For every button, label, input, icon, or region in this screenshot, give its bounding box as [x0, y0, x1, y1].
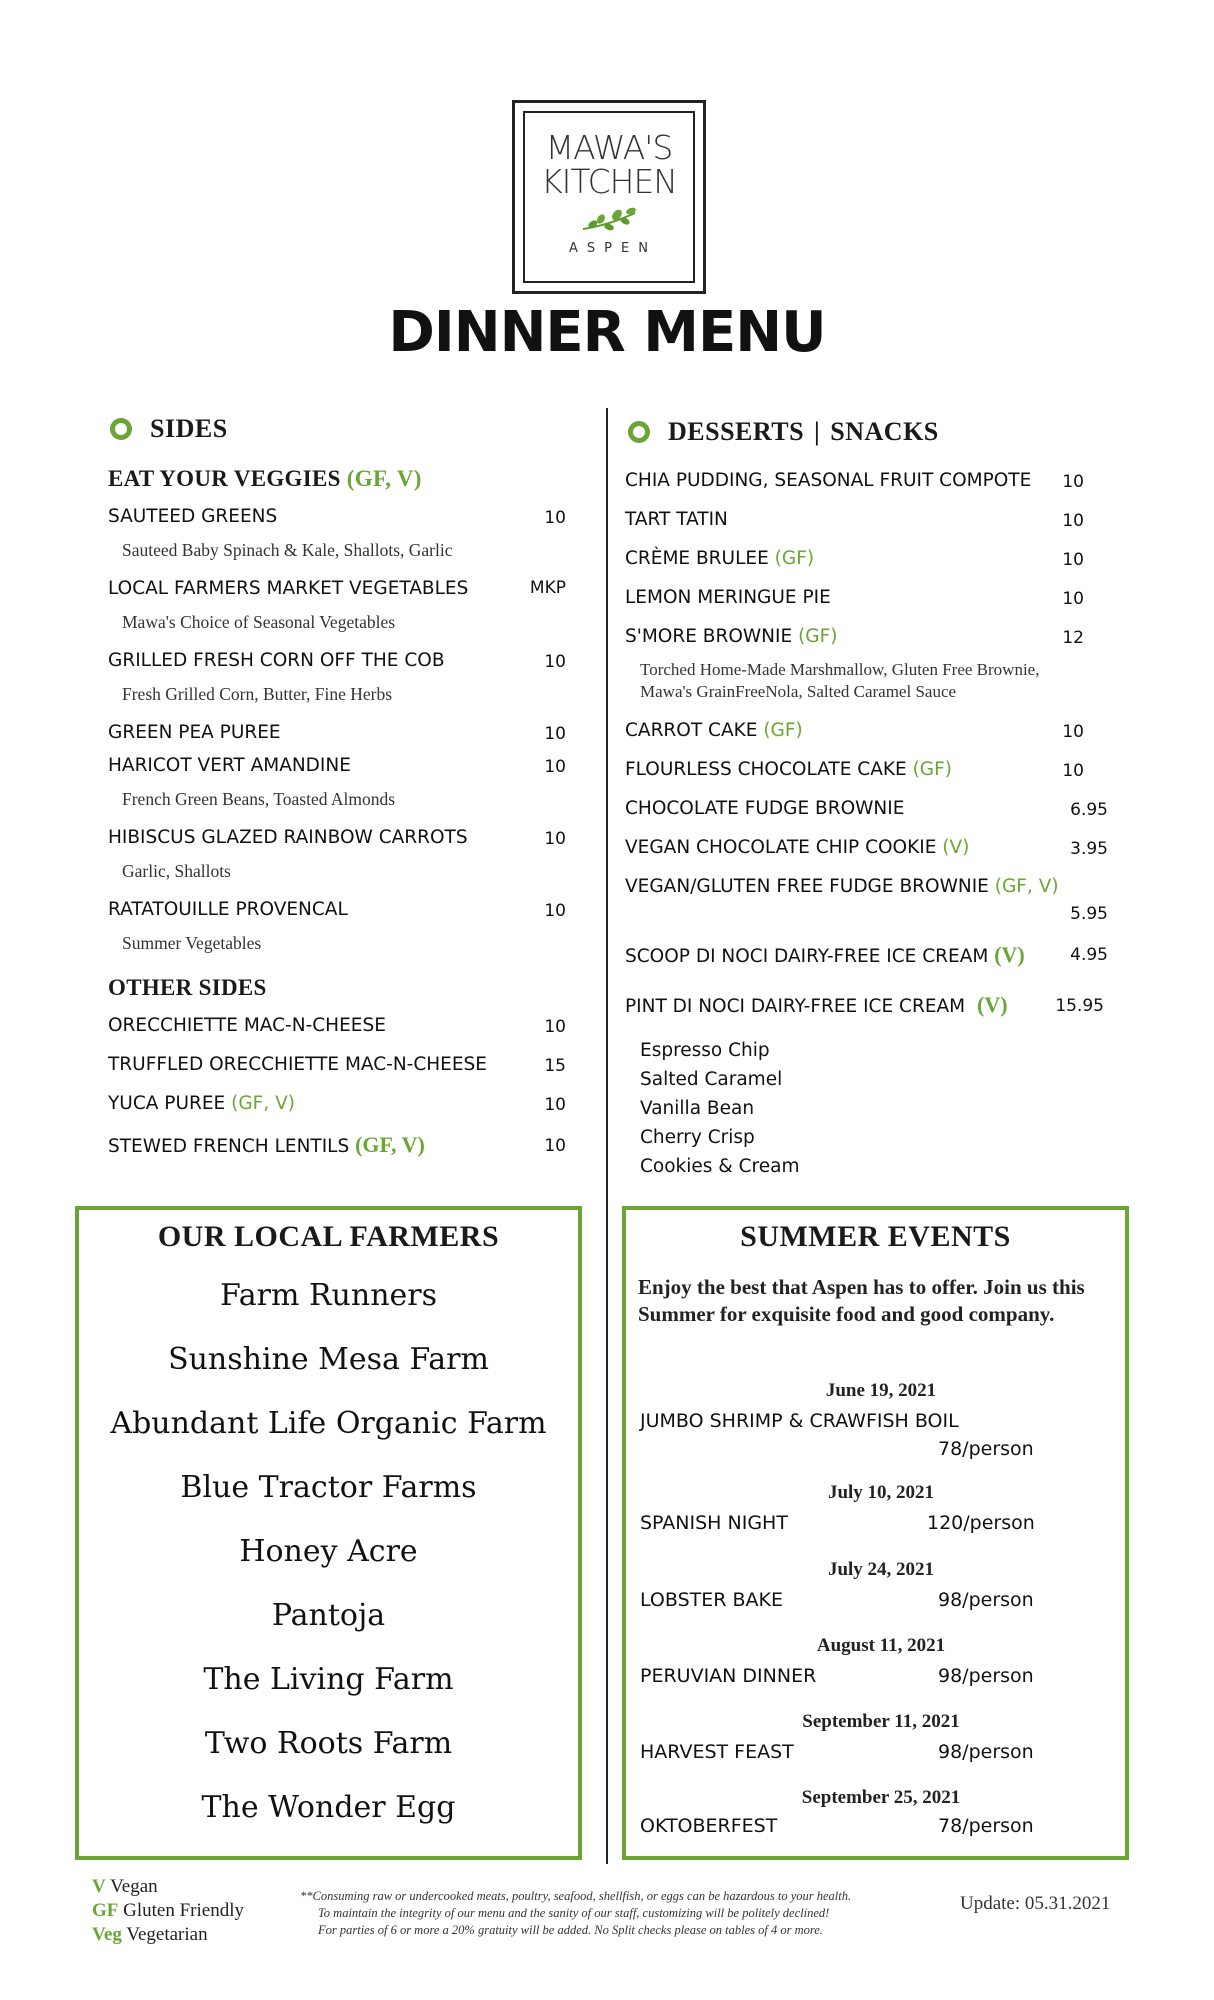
menu-item-price: 15.95 [1055, 996, 1104, 1016]
menu-item: SAUTEED GREENS [108, 506, 278, 527]
event-price: 98/person [938, 1741, 1034, 1763]
sides-heading: SIDES [150, 414, 228, 443]
farm-name: Blue Tractor Farms [180, 1470, 477, 1505]
farm-name: Honey Acre [239, 1534, 418, 1569]
menu-item-price: 10 [544, 901, 566, 921]
menu-item-name: SCOOP DI NOCI DAIRY-FREE ICE CREAM [625, 946, 989, 967]
menu-item: LOCAL FARMERS MARKET VEGETABLES [108, 578, 469, 599]
menu-item-price: 10 [1062, 511, 1084, 531]
event-date: July 24, 2021 [827, 1559, 935, 1580]
menu-item-name: VEGAN/GLUTEN FREE FUDGE BROWNIE [625, 876, 989, 897]
desserts-heading: DESSERTS [668, 417, 805, 446]
disclaimer-line: To maintain the integrity of our menu and the sanity of our staff, customizing will be politely declined! [318, 1906, 830, 1920]
menu-item: ORECCHIETTE MAC-N-CHEESE [108, 1015, 386, 1036]
menu-item-price: 10 [544, 652, 566, 672]
event-price: 98/person [938, 1589, 1034, 1611]
farm-name: Pantoja [271, 1598, 386, 1633]
legend-code: V [92, 1876, 106, 1897]
menu-item-description: Summer Vegetables [122, 933, 262, 953]
diet-tag: (GF) [912, 759, 953, 780]
legend-label: Gluten Friendly [123, 1900, 244, 1921]
event-name: HARVEST FEAST [640, 1741, 794, 1763]
heading-separator: | [814, 417, 821, 446]
events-intro: Enjoy the best that Aspen has to offer. Join us this Summer for exquisite food and good company. [638, 1275, 1085, 1326]
farm-name: Two Roots Farm [204, 1726, 453, 1761]
page-title: DINNER MENU [388, 300, 826, 365]
menu-item-name: PINT DI NOCI DAIRY-FREE ICE CREAM [625, 996, 966, 1017]
circle-bullet-icon [110, 418, 132, 440]
logo-line-2: KITCHEN [541, 162, 677, 201]
menu-item [625, 992, 1008, 1018]
menu-item-name: CRÈME BRULEE [625, 548, 769, 569]
menu-item: HIBISCUS GLAZED RAINBOW CARROTS [108, 827, 468, 848]
ice-cream-flavor: Cherry Crisp [640, 1127, 755, 1148]
local-farmers-box [75, 1206, 582, 1860]
menu-item-price: 4.95 [1070, 945, 1108, 965]
menu-item-price: 10 [544, 1017, 566, 1037]
menu-item-price: 10 [544, 829, 566, 849]
menu-item-price: 10 [544, 508, 566, 528]
desserts-header [628, 417, 939, 447]
legend-label: Vegetarian [126, 1924, 208, 1945]
column-divider [606, 408, 608, 1864]
event-date: September 25, 2021 [801, 1787, 961, 1808]
diet-tag: (GF, V) [231, 1093, 295, 1114]
menu-item: CHIA PUDDING, SEASONAL FRUIT COMPOTE [625, 470, 1032, 491]
menu-item [625, 548, 814, 569]
diet-tag: (V) [994, 942, 1025, 967]
menu-item-price: MKP [529, 578, 566, 598]
menu-item-price: 5.95 [1070, 904, 1108, 924]
logo-line-3: ASPEN [569, 241, 657, 256]
legend-gluten-friendly [92, 1900, 244, 1922]
legend-vegan [92, 1876, 158, 1898]
logo [512, 100, 706, 294]
diet-tag: (V) [942, 837, 970, 858]
event-price: 78/person [938, 1438, 1034, 1460]
menu-item [625, 942, 1025, 968]
event-name: SPANISH NIGHT [640, 1512, 788, 1534]
local-farmers-heading: OUR LOCAL FARMERS [157, 1220, 500, 1253]
menu-item-price: 6.95 [1070, 800, 1108, 820]
ice-cream-flavor: Vanilla Bean [640, 1098, 755, 1119]
legend-code: Veg [92, 1924, 122, 1945]
legend-code: GF [92, 1900, 119, 1921]
menu-item: HARICOT VERT AMANDINE [108, 755, 351, 776]
event-date: June 19, 2021 [825, 1380, 937, 1401]
ice-cream-flavor: Cookies & Cream [640, 1156, 800, 1177]
event-name: LOBSTER BAKE [640, 1589, 783, 1611]
menu-item [108, 1132, 425, 1158]
menu-item-price: 10 [544, 724, 566, 744]
menu-item-name: S'MORE BROWNIE [625, 626, 793, 647]
menu-item [625, 626, 837, 647]
menu-item-description: Garlic, Shallots [122, 861, 231, 881]
menu-item-name: FLOURLESS CHOCOLATE CAKE [625, 759, 907, 780]
eat-your-veggies-label: EAT YOUR VEGGIES [108, 466, 341, 491]
menu-item-name: STEWED FRENCH LENTILS [108, 1136, 350, 1157]
event-date: August 11, 2021 [816, 1635, 946, 1656]
farm-name: The Living Farm [203, 1662, 454, 1697]
description-line: Mawa's GrainFreeNola, Salted Caramel Sauce [640, 682, 957, 701]
menu-item: TRUFFLED ORECCHIETTE MAC-N-CHEESE [108, 1054, 487, 1075]
disclaimer-line: For parties of 6 or more a 20% gratuity will be added. No Split checks please on tables of 4 or more. [318, 1923, 823, 1937]
menu-item: GRILLED FRESH CORN OFF THE COB [108, 650, 445, 671]
event-price: 78/person [938, 1815, 1034, 1837]
legend-vegetarian [92, 1924, 208, 1946]
eat-your-veggies-heading [108, 466, 422, 492]
menu-item-price: 10 [1062, 472, 1084, 492]
diet-tag: (GF) [763, 720, 803, 741]
menu-item-description: Sauteed Baby Spinach & Kale, Shallots, Garlic [122, 540, 453, 560]
legend-label: Vegan [110, 1876, 158, 1897]
menu-item [625, 759, 952, 780]
diet-tag: (GF, V) [355, 1132, 425, 1157]
menu-item-description: French Green Beans, Toasted Almonds [122, 789, 396, 809]
diet-tag: (V) [977, 992, 1008, 1017]
sides-header [110, 414, 228, 444]
menu-item: CHOCOLATE FUDGE BROWNIE [625, 798, 905, 819]
menu-item: GREEN PEA PUREE [108, 722, 281, 743]
diet-tag: (GF) [798, 626, 838, 647]
eat-your-veggies-tag: (GF, V) [346, 466, 422, 491]
menu-item-price: 15 [544, 1056, 566, 1076]
menu-item [108, 1093, 295, 1114]
menu-item: TART TATIN [625, 509, 728, 530]
menu-item-price: 12 [1062, 628, 1084, 648]
farm-name: The Wonder Egg [201, 1790, 456, 1825]
event-name: JUMBO SHRIMP & CRAWFISH BOIL [640, 1410, 959, 1432]
menu-item-description: Fresh Grilled Corn, Butter, Fine Herbs [122, 684, 393, 704]
menu-item [625, 876, 1059, 897]
description-line: Torched Home-Made Marshmallow, Gluten Free Brownie, [640, 660, 1040, 679]
menu-item-price: 10 [1062, 550, 1084, 570]
menu-item-name: YUCA PUREE [108, 1093, 226, 1114]
event-name: OKTOBERFEST [640, 1815, 778, 1837]
summer-events-heading: SUMMER EVENTS [740, 1220, 1011, 1253]
circle-bullet-icon [628, 421, 650, 443]
menu-item-description [640, 659, 1120, 703]
menu-item-name: CARROT CAKE [625, 720, 758, 741]
menu-item [625, 720, 803, 741]
menu-item-price: 10 [544, 757, 566, 777]
farm-name: Abundant Life Organic Farm [110, 1406, 547, 1441]
menu-item-price: 10 [1062, 722, 1084, 742]
herb-sprig-icon [579, 205, 639, 235]
menu-item-price: 3.95 [1070, 839, 1108, 859]
event-date: July 10, 2021 [827, 1482, 935, 1503]
other-sides-heading: OTHER SIDES [108, 975, 267, 1000]
menu-item-price: 10 [1062, 761, 1084, 781]
menu-item-price: 10 [1062, 589, 1084, 609]
menu-item-name: VEGAN CHOCOLATE CHIP COOKIE [625, 837, 937, 858]
snacks-heading: SNACKS [830, 417, 939, 446]
diet-tag: (GF, V) [994, 876, 1059, 897]
ice-cream-flavor: Espresso Chip [640, 1040, 770, 1061]
event-price: 120/person [927, 1512, 1035, 1534]
logo-line-1: MAWA'S [545, 128, 673, 167]
update-date: Update: 05.31.2021 [960, 1893, 1111, 1914]
farm-name: Farm Runners [219, 1278, 438, 1313]
farm-name: Sunshine Mesa Farm [168, 1342, 489, 1377]
menu-item-price: 10 [544, 1095, 566, 1115]
menu-item-description: Mawa's Choice of Seasonal Vegetables [122, 612, 396, 632]
event-price: 98/person [938, 1665, 1034, 1687]
menu-item: RATATOUILLE PROVENCAL [108, 899, 348, 920]
disclaimer-line: **Consuming raw or undercooked meats, poultry, seafood, shellfish, or eggs can be hazardous to your health. [300, 1889, 852, 1903]
diet-tag: (GF) [774, 548, 815, 569]
ice-cream-flavor: Salted Caramel [640, 1069, 783, 1090]
event-name: PERUVIAN DINNER [640, 1665, 817, 1687]
menu-item [625, 837, 969, 858]
event-date: September 11, 2021 [802, 1711, 960, 1732]
menu-item: LEMON MERINGUE PIE [625, 587, 831, 608]
menu-item-price: 10 [544, 1136, 566, 1156]
disclaimer [300, 1888, 940, 1939]
